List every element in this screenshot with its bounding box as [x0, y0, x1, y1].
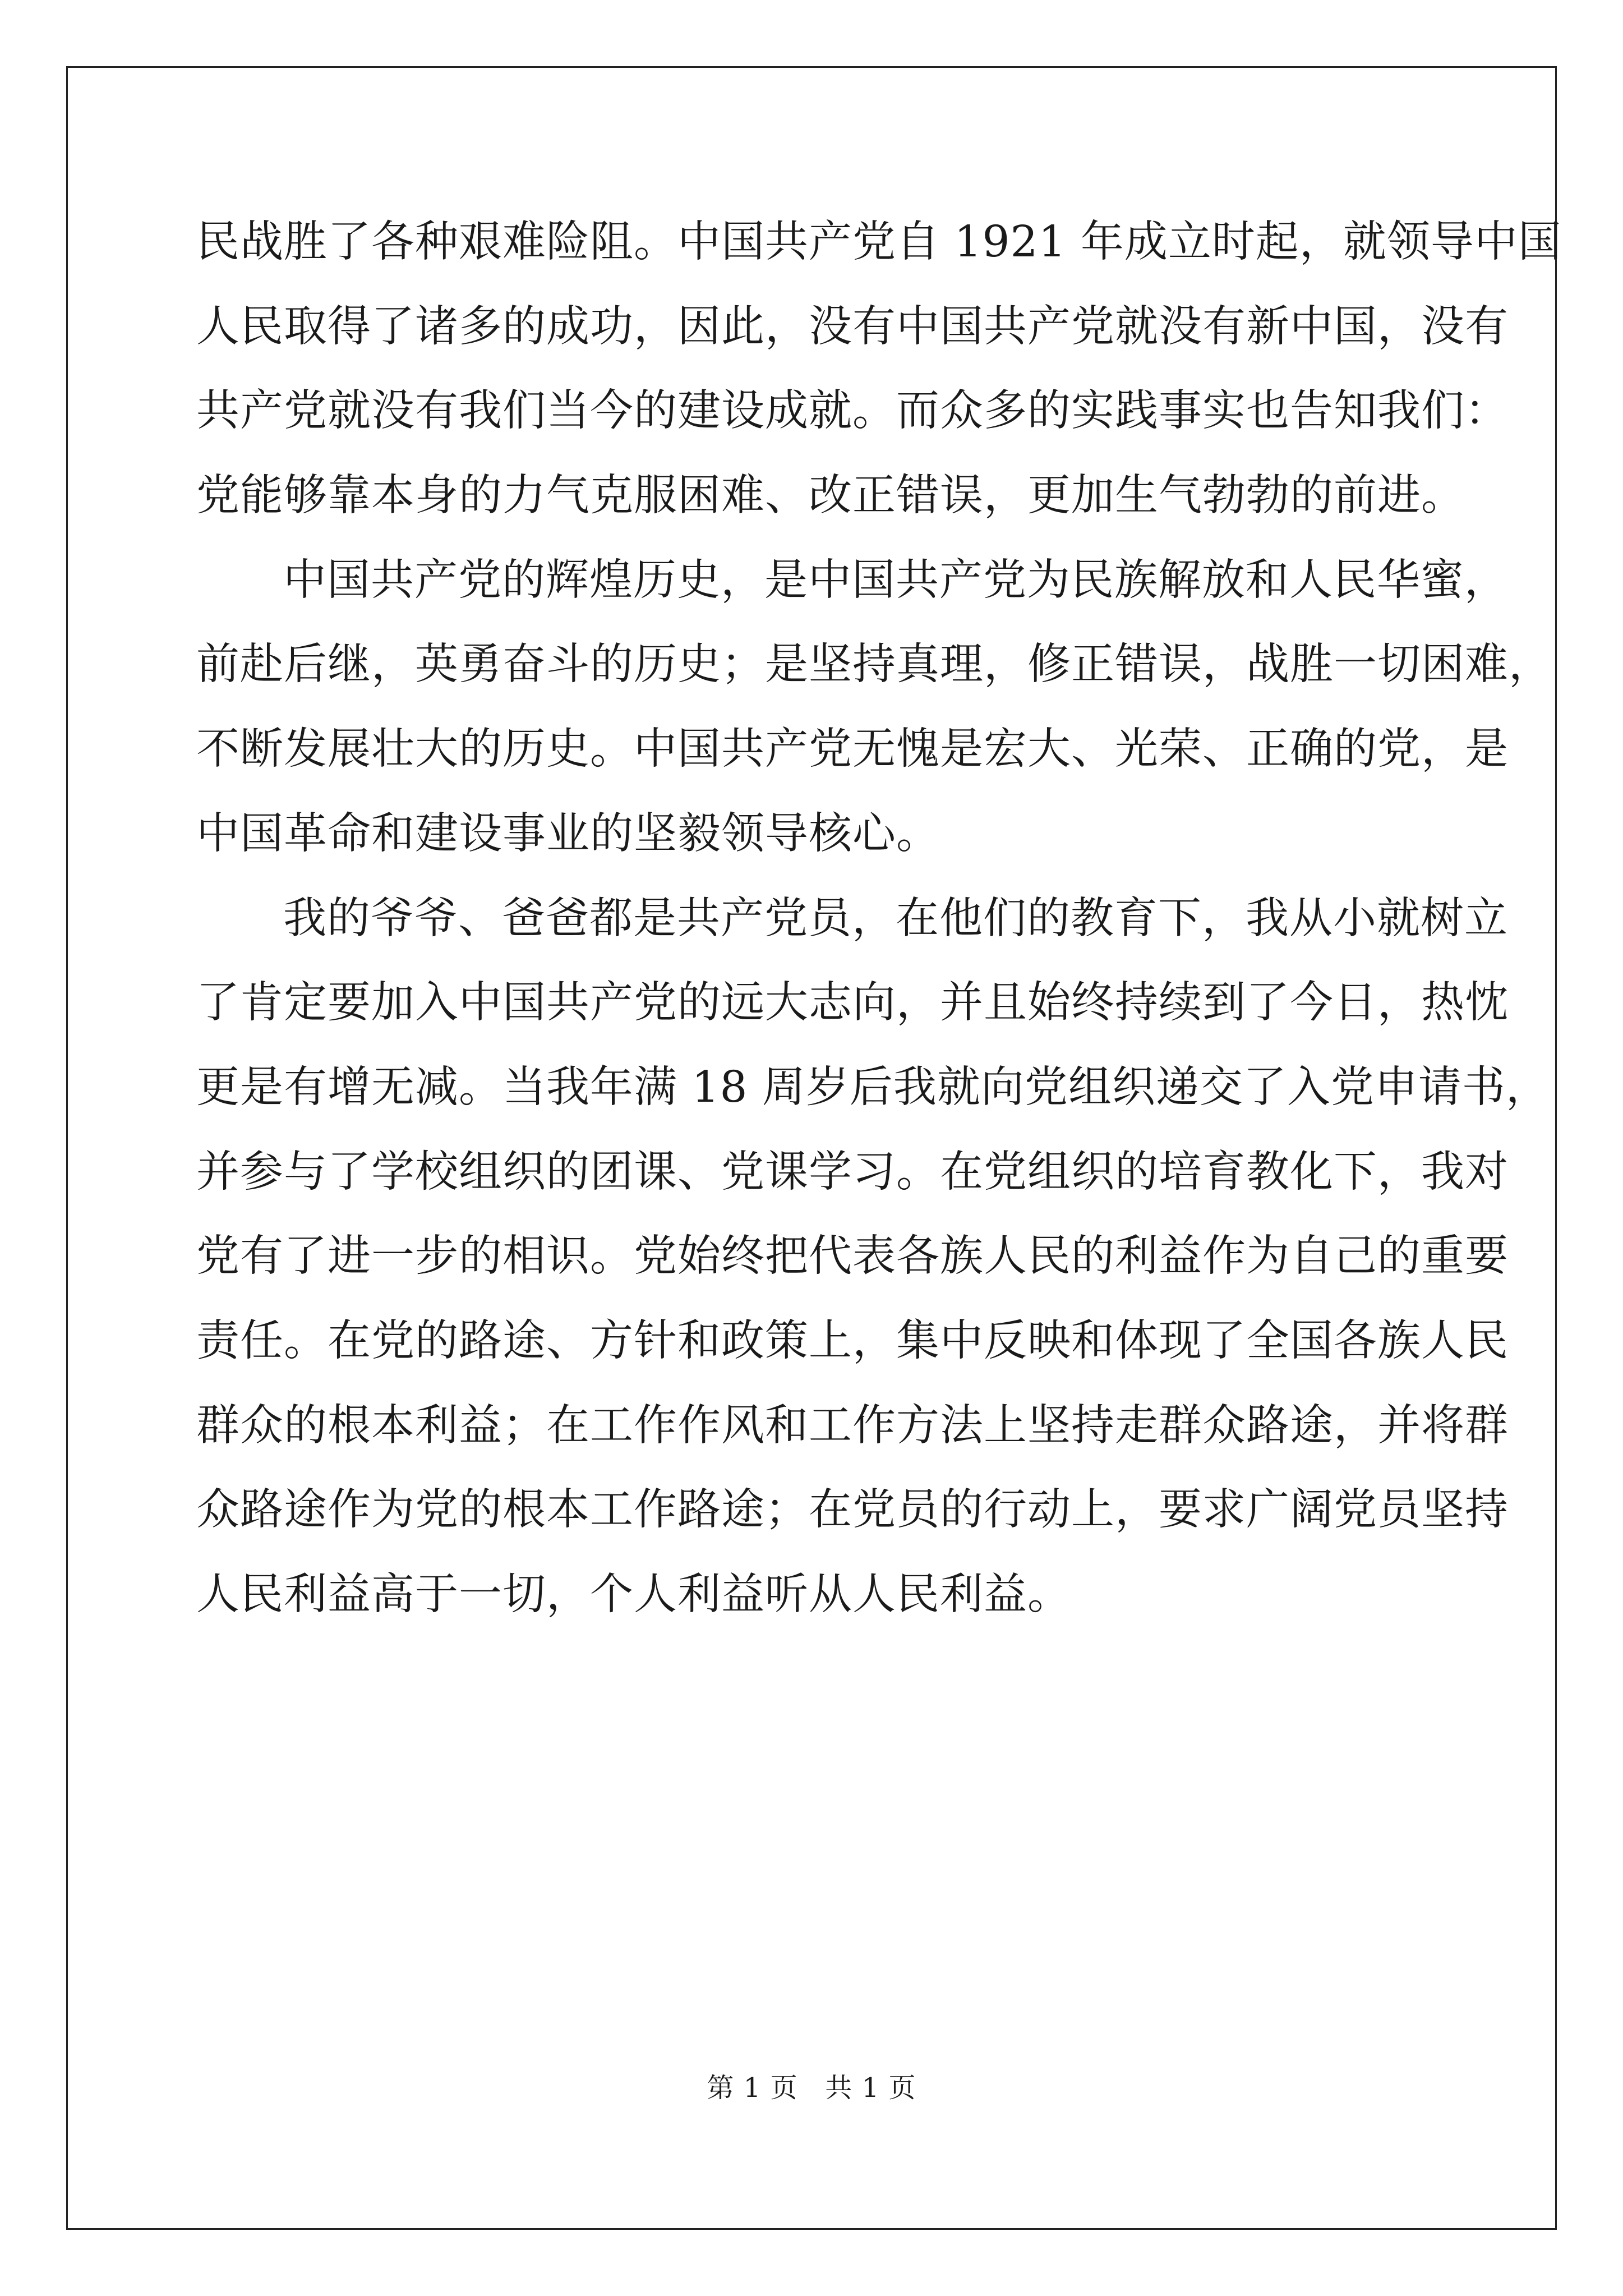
text-line: 责任。在党的路途、方针和政策上，集中反映和体现了全国各族人民	[196, 1315, 1509, 1366]
paragraph-start-line: 我的爷爷、爸爸都是共产党员，在他们的教育下，我从小就树立	[283, 893, 1508, 944]
text-line: 了肯定要加入中国共产党的远大志向，并且始终持续到了今日，热忱	[196, 978, 1509, 1028]
text-line: 人民利益高于一切，个人利益听从人民利益。	[196, 1570, 1071, 1619]
page-total: 共 1 页	[825, 2072, 916, 2104]
text-line: 前赴后继，英勇奋斗的历史；是坚持真理，修正错误，战胜一切困难，	[196, 639, 1552, 690]
page-footer	[0, 2071, 1623, 2105]
text-line: 共产党就没有我们当今的建设成就。而众多的实践事实也告知我们：	[196, 386, 1509, 436]
text-line: 民战胜了各种艰难险阻。中国共产党自 1921 年成立时起，就领导中国	[196, 217, 1562, 267]
page-number: 第 1 页	[707, 2072, 798, 2104]
text-line: 党能够靠本身的力气克服困难、改正错误，更加生气勃勃的前进。	[196, 471, 1465, 521]
text-line: 并参与了学校组织的团课、党课学习。在党组织的培育教化下，我对	[196, 1147, 1509, 1197]
paragraph-start-line: 中国共产党的辉煌历史，是中国共产党为民族解放和人民华蜜，	[283, 555, 1508, 605]
text-line: 党有了进一步的相识。党始终把代表各族人民的利益作为自己的重要	[196, 1231, 1509, 1282]
document-body	[196, 214, 1562, 1651]
text-line: 更是有增无减。当我年满 18 周岁后我就向党组织递交了入党申请书，	[196, 1062, 1550, 1112]
text-line: 群众的根本利益；在工作作风和工作方法上坚持走群众路途，并将群	[196, 1400, 1509, 1451]
text-line: 中国革命和建设事业的坚毅领导核心。	[196, 808, 940, 859]
text-line: 人民取得了诸多的成功，因此，没有中国共产党就没有新中国，没有	[196, 301, 1509, 352]
text-line: 不断发展壮大的历史。中国共产党无愧是宏大、光荣、正确的党，是	[196, 724, 1509, 775]
text-line: 众路途作为党的根本工作路途；在党员的行动上，要求广阔党员坚持	[196, 1485, 1509, 1535]
